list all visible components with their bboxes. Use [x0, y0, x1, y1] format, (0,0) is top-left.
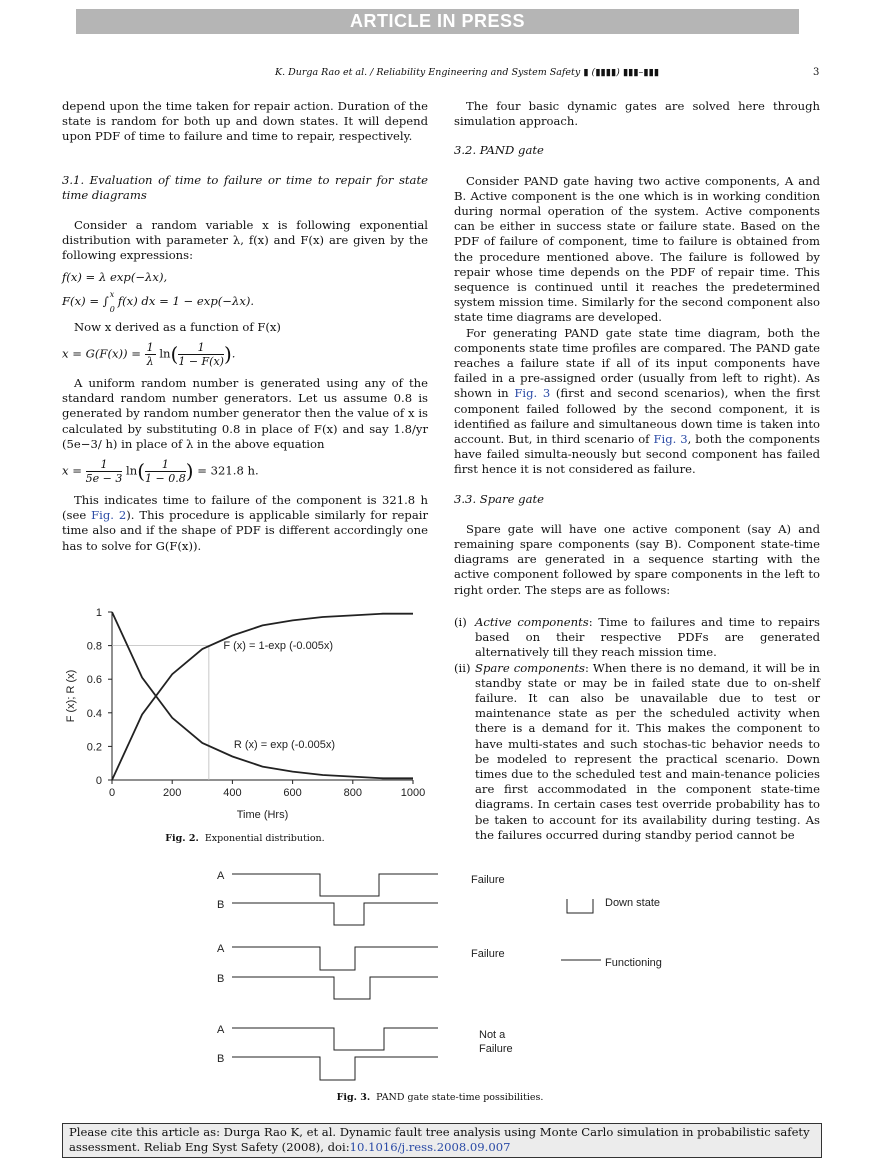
x-tick-label: 400 [223, 787, 242, 799]
caption-text: PAND gate state-time possibilities. [376, 1092, 544, 1103]
fig3-link[interactable]: Fig. 3 [514, 386, 551, 401]
equation-sample: x = $\frac{1}{5e - 3}$ ln( $\frac{1}{1 - 0.8}$ ) = 321.8 h. [62, 458, 259, 486]
fig2-link[interactable]: Fig. 2 [91, 508, 127, 523]
ln-label: ln [126, 463, 138, 478]
paragraph: Consider PAND gate having two active components, A and B. Active component is the one which is in working condition during normal operation of the system. Active components can be either in success state or failure state. Based on the PDF of failure of component, time to failure is obtained from the procedure mentioned above. The failure is followed by repair whose time depends on the PDF of repair time. This sequence is continued until it reaches the predetermined system mission time. Similarly for the second component also state time diagrams are developed. [454, 173, 820, 325]
numerator: 1 [178, 341, 224, 355]
x-tick-label: 800 [343, 787, 362, 799]
timeline-b2 [232, 977, 438, 999]
y-axis-label: F (x); R (x) [65, 669, 77, 723]
denominator: 1 − F(x) [178, 355, 224, 369]
equation-pdf: f(x) = λ exp(−λx), [62, 269, 168, 284]
paragraph: A uniform random number is generated using any of the standard random number generators. Let us assume 0.8 is generated by random number generator then the value of x is calculated by substituting 0.8 in place of F(x) and say 1.8/yr (5e−3/ h) in place of λ in the above equation [62, 376, 428, 451]
section-heading-3-2: 3.2. PAND gate [454, 143, 544, 158]
fraction [145, 458, 186, 485]
paragraph: The four basic dynamic gates are solved here through simulation approach. [454, 99, 820, 129]
numerator: 1 [146, 341, 154, 355]
x-axis-label: Time (Hrs) [236, 809, 289, 821]
section-heading-3-1: 3.1. Evaluation of time to failure or time to repair for state time diagrams [62, 172, 428, 202]
eq-lhs: x = [62, 463, 82, 478]
caption-label: Fig. 3. [336, 1092, 371, 1103]
legend-down-state-symbol [567, 899, 593, 913]
eq-upper-limit: x [109, 289, 115, 299]
equation-inverse: x = G(F(x)) = $\frac{1}{\lambda}$ ln( $\frac{1}{1 - F(x)}$ ). [62, 341, 236, 369]
eq-lhs: x = G(F(x)) = [62, 346, 141, 361]
annotation-rx: R (x) = exp (-0.005x) [233, 739, 336, 752]
list-number: (ii) [454, 660, 471, 675]
y-tick-label: 0 [95, 775, 102, 787]
ln-label: ln [159, 346, 171, 361]
paragraph [454, 326, 820, 478]
list-number: (i) [454, 614, 467, 629]
y-tick-label: 0.2 [86, 741, 102, 754]
label-b: B [217, 899, 225, 911]
eq-rhs: f(x) dx = 1 − exp(−λx). [117, 293, 255, 308]
page-number: 3 [813, 67, 820, 78]
x-tick-label: 200 [163, 787, 182, 799]
denominator: 1 − 0.8 [145, 472, 186, 486]
label-a: A [217, 943, 225, 955]
legend-down-state: Down state [605, 897, 661, 909]
y-tick-label: 0.6 [86, 674, 102, 687]
timeline-a1 [232, 874, 438, 896]
list-item [454, 615, 820, 661]
paragraph [62, 493, 428, 554]
result-label: Not a [479, 1029, 506, 1041]
y-tick-label: 0.8 [86, 640, 102, 653]
label-b: B [217, 973, 225, 985]
denominator: 5e − 3 [85, 472, 123, 486]
guide-line [112, 646, 209, 780]
denominator: λ [146, 355, 154, 369]
right-column [454, 99, 820, 843]
paragraph: Consider a random variable x is following exponential distribution with parameter λ, f(x) and F(x) are given by the following expressions: [62, 218, 428, 263]
list-item [454, 661, 820, 843]
fraction [86, 458, 123, 485]
caption-label: Fig. 2. [165, 833, 199, 844]
list-text: : When there is no demand, it will be in standby state or may be in failed state due to on-shelf failure. It can also be unavailable due to test or maintenance state as per the scheduled activity when there is a demand for it. This makes the component to have multi-states and such stochas-tic behavior needs to be modeled to represent the practical scenario. Down times due to the scheduled test and main-tenance policies are first accommodated in the component state-time diagrams. In certain cases test override probability has to be taken to account for its availability during testing. As the failures occurred during standby period cannot be [475, 660, 820, 842]
fig3-caption [200, 1092, 680, 1103]
fig3-diagram [200, 862, 680, 1088]
numerator: 1 [145, 458, 186, 472]
text-run: , both the components have failed simulta-neously but second component has failed first hence it is not considered as failure. [454, 432, 821, 477]
list-text: : Time to failures and time to repairs based on their respective PDFs are generated alternatively till they reach mission time. [475, 614, 820, 660]
left-column [62, 99, 428, 554]
eq-lhs: F(x) = ∫ [62, 293, 109, 308]
result-label: Failure [479, 1043, 513, 1055]
caption-text: Exponential distribution. [204, 833, 325, 844]
y-tick-label: 0.4 [86, 707, 102, 720]
equation-cdf [62, 290, 428, 314]
text-run: For generating PAND gate state time diagram, both the components state time profiles are compared. The PAND gate reaches a failure state if all of its input components have failed in a pre-assigned order (usually from left to right). As shown in [454, 325, 820, 401]
fig3-link[interactable]: Fig. 3 [653, 432, 688, 447]
paragraph: Spare gate will have one active component (say A) and remaining spare components (say B). Component state-time diagrams are generated in a sequence starting with the active component followed by spare components in the left to right order. The steps are as follows: [454, 521, 820, 597]
text-run: (first and second scenarios), when the first component failed followed by the second component, it is identified as failure and simultaneous down time is taken into account. But, in third scenario of [454, 386, 820, 447]
y-tick-label: 1 [95, 607, 102, 619]
section-heading-3-3: 3.3. Spare gate [454, 491, 545, 506]
label-a: A [217, 870, 225, 882]
annotation-fx: F (x) = 1-exp (-0.005x) [223, 639, 334, 652]
eq-result: = 321.8 h. [197, 463, 259, 478]
result-label: Failure [471, 874, 505, 886]
numerator: 1 [86, 458, 123, 472]
eq-lower-limit: 0 [109, 304, 115, 314]
fraction [178, 341, 224, 368]
label-b: B [217, 1053, 225, 1065]
citation-footer [62, 1123, 822, 1158]
article-in-press-banner: ARTICLE IN PRESS [76, 9, 799, 34]
legend-functioning: Functioning [605, 957, 662, 969]
label-a: A [217, 1024, 225, 1036]
timeline-a2 [232, 947, 438, 970]
x-tick-label: 1000 [400, 787, 426, 799]
result-label: Failure [471, 948, 505, 960]
list-term: Active components [475, 614, 589, 629]
text-run: This indicates time to failure of the component is 321.8 h (see [62, 493, 428, 523]
fig2-chart [56, 602, 436, 826]
timeline-b3 [232, 1057, 438, 1080]
paragraph: depend upon the time taken for repair action. Duration of the state is random for both up and down states. It will depend upon PDF of time to failure and time to repair, respectively. [62, 99, 428, 144]
x-tick-label: 0 [108, 787, 116, 799]
text-run: ). This procedure is applicable similarly for repair time also and if the shape of PDF is different accordingly one has to solve for G(F(x)). [62, 508, 429, 553]
timeline-a3 [232, 1028, 438, 1050]
paragraph: Now x derived as a function of F(x) [74, 319, 281, 334]
doi-link[interactable]: 10.1016/j.ress.2008.09.007 [349, 1140, 511, 1154]
timeline-b1 [232, 903, 438, 925]
citation-text: Please cite this article as: Durga Rao K, et al. Dynamic fault tree analysis using Monte Carlo simulation in probabilistic safety assessment. Reliab Eng Syst Safety (2008), doi: [69, 1125, 810, 1154]
x-tick-label: 600 [283, 787, 302, 799]
list-term: Spare components [475, 660, 585, 675]
fraction [145, 341, 156, 368]
running-head: K. Durga Rao et al. / Reliability Engineering and System Safety ▮ (▮▮▮▮) ▮▮▮–▮▮▮ [275, 67, 659, 78]
fig2-caption [62, 833, 428, 844]
